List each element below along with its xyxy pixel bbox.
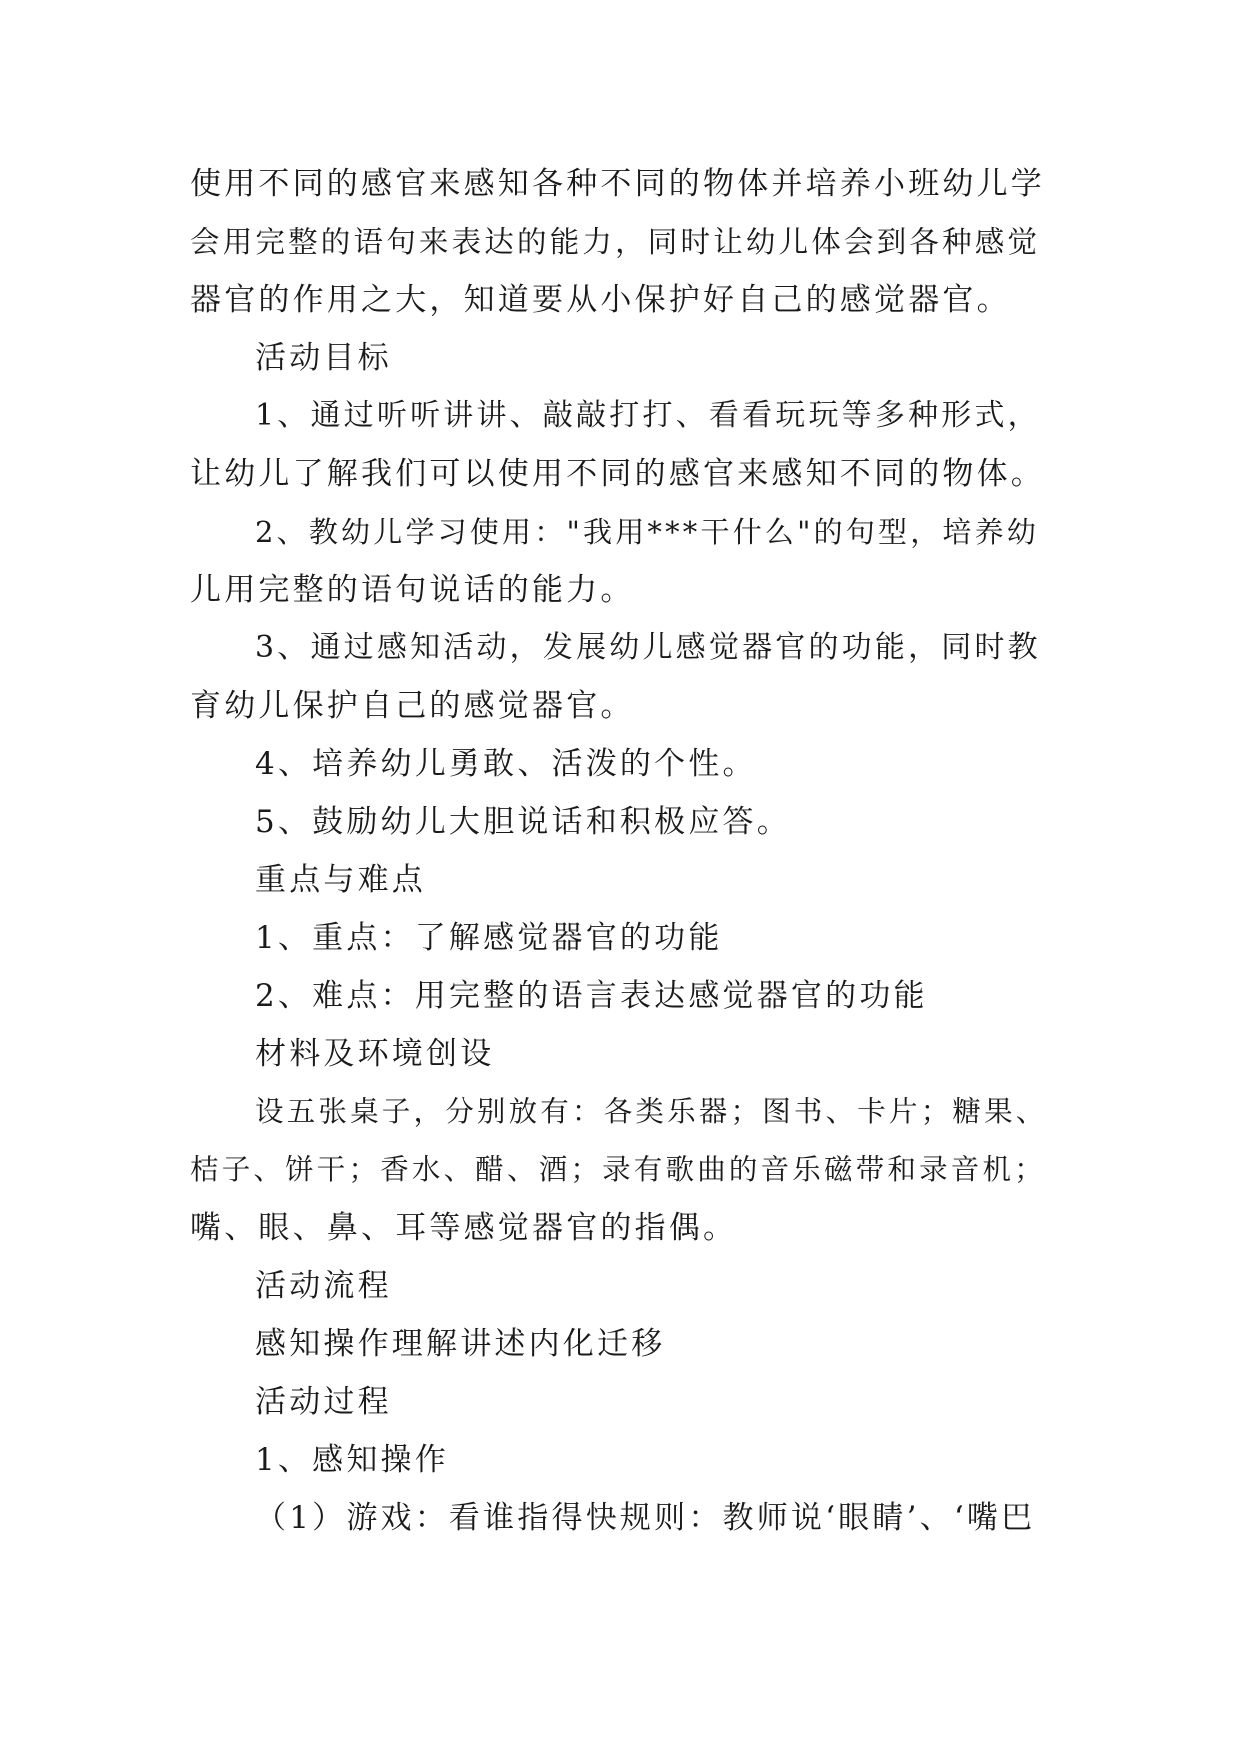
list-item: 4、培养幼儿勇敢、活泼的个性。: [255, 746, 757, 782]
list-item: 1、通过听听讲讲、敲敲打打、看看玩玩等多种形式，: [255, 398, 1041, 433]
list-item: 2、教幼儿学习使用："我用***干什么"的句型，培养幼: [255, 515, 1040, 549]
paragraph-line: 会用完整的语句来表达的能力，同时让幼儿体会到各种感觉: [190, 225, 1041, 259]
paragraph-line: 设五张桌子，分别放有：各类乐器；图书、卡片；糖果、: [255, 1095, 1048, 1128]
paragraph-line: 器官的作用之大，知道要从小保护好自己的感觉器官。: [190, 282, 1011, 318]
section-heading: 材料及环境创设: [255, 1036, 495, 1072]
paragraph-line: 让幼儿了解我们可以使用不同的感官来感知不同的物体。: [190, 456, 1045, 492]
paragraph-line: 嘴、眼、鼻、耳等感觉器官的指偶。: [190, 1210, 738, 1246]
section-heading: 活动目标: [255, 340, 392, 376]
section-heading: 活动流程: [255, 1268, 392, 1304]
paragraph-line: 桔子、饼干；香水、醋、酒；录有歌曲的音乐磁带和录音机；: [190, 1153, 1046, 1186]
section-heading: 活动过程: [255, 1384, 392, 1420]
paragraph-line: 育幼儿保护自己的感觉器官。: [190, 688, 635, 724]
list-item: 2、难点：用完整的语言表达感觉器官的功能: [255, 978, 928, 1014]
paragraph-line: 使用不同的感官来感知各种不同的物体并培养小班幼儿学: [190, 166, 1045, 202]
list-item: 1、感知操作: [255, 1442, 449, 1478]
list-item: 3、通过感知活动，发展幼儿感觉器官的功能，同时教: [255, 630, 1041, 665]
section-heading: 重点与难点: [255, 862, 426, 898]
list-item: （1）游戏：看谁指得快规则：教师说‘眼睛’、‘嘴巴: [255, 1500, 1036, 1536]
list-item: 5、鼓励幼儿大胆说话和积极应答。: [255, 804, 791, 840]
paragraph-line: 儿用完整的语句说话的能力。: [190, 572, 635, 608]
list-item: 1、重点：了解感觉器官的功能: [255, 920, 723, 956]
paragraph-line: 感知操作理解讲述内化迁移: [255, 1326, 666, 1362]
